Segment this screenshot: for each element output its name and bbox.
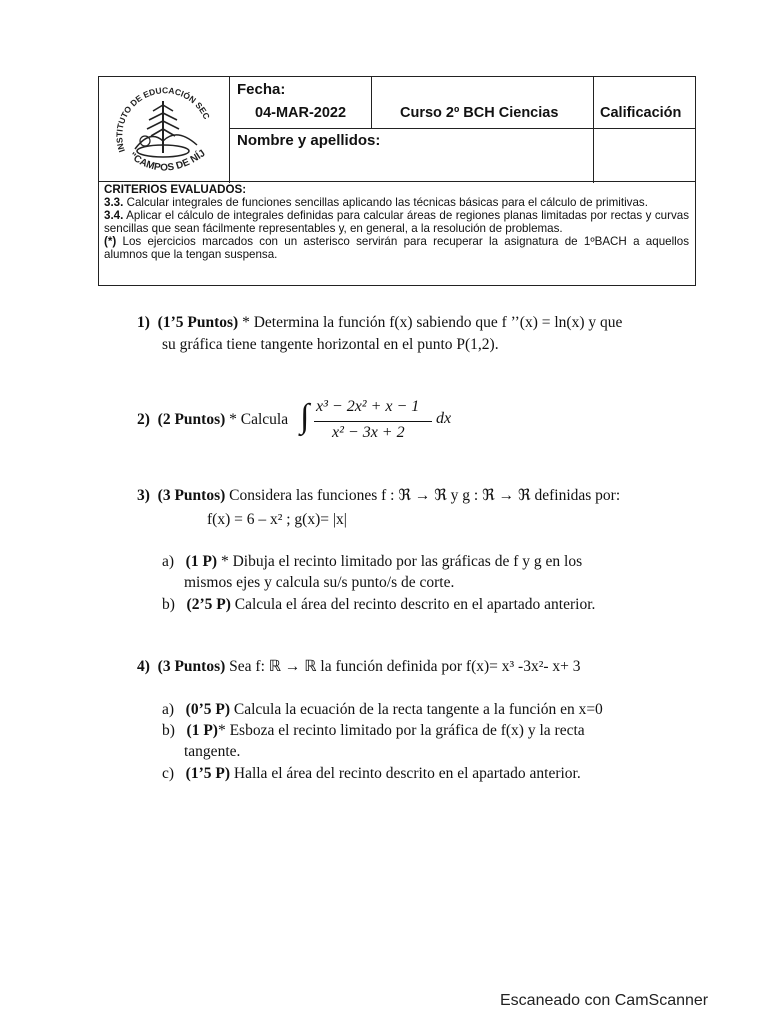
school-logo bbox=[105, 81, 227, 179]
question-4b: b) (1 P)* Esboza el recinto limitado por la gráfica de f(x) y la recta bbox=[162, 722, 585, 739]
question-1: 1) (1’5 Puntos) * Determina la función f(x) sabiendo que f ’’(x) = ln(x) y que bbox=[137, 314, 623, 331]
nombre-label: Nombre y apellidos: bbox=[237, 132, 381, 149]
question-3a-line2: mismos ejes y calcula su/s punto/s de corte. bbox=[184, 574, 455, 591]
question-2: 2) (2 Puntos) * Calcula bbox=[137, 411, 289, 428]
integrand-dx: dx bbox=[436, 410, 452, 427]
integrand-denominator: x² − 3x + 2 bbox=[332, 424, 405, 441]
curso-label: Curso 2º BCH Ciencias bbox=[400, 105, 559, 121]
header-table bbox=[98, 76, 696, 182]
question-3b: b) (2’5 P) Calcula el área del recinto descrito en el apartado anterior. bbox=[162, 596, 596, 613]
logo-text-bottom: "CAMPOS DE NÍJ bbox=[127, 148, 208, 174]
criterios-box bbox=[98, 182, 696, 286]
fecha-label: Fecha: bbox=[237, 81, 286, 98]
question-4c: c) (1’5 P) Halla el área del recinto descrito en el apartado anterior. bbox=[162, 765, 581, 782]
integrand-numerator: x³ − 2x² + x − 1 bbox=[316, 398, 420, 415]
question-3a: a) (1 P) * Dibuja el recinto limitado por las gráficas de f y g en los bbox=[162, 553, 583, 570]
question-3: 3) (3 Puntos) Considera las funciones f : ℜ → ℜ y g : ℜ → ℜ definidas por: bbox=[137, 487, 621, 504]
calificacion-label: Calificación bbox=[600, 105, 682, 121]
logo-text-top: INSTITUTO DE EDUCACIÓN SEC bbox=[114, 85, 212, 154]
question-4: 4) (3 Puntos) Sea f: ℝ → ℝ la función definida por f(x)= x³ -3x²- x+ 3 bbox=[137, 658, 581, 675]
criterio-3-4: 3.4. Aplicar el cálculo de integrales definidas para calcular áreas de regiones planas limitadas por rectas y curvas sencillas que sean fácilmente representables y, en general, a la resolución de problemas. bbox=[104, 209, 689, 235]
criterio-3-3: 3.3. Calcular integrales de funciones sencillas aplicando las técnicas básicas para el cálculo de primitivas. bbox=[104, 196, 648, 209]
fecha-value: 04-MAR-2022 bbox=[255, 105, 347, 121]
scanner-watermark: Escaneado con CamScanner bbox=[500, 992, 709, 1009]
fraction-bar bbox=[314, 421, 432, 422]
integral-sign: ∫ bbox=[300, 398, 310, 435]
question-1-line2: su gráfica tiene tangente horizontal en el punto P(1,2). bbox=[162, 336, 499, 353]
question-3-functions: f(x) = 6 – x² ; g(x)= |x| bbox=[207, 511, 347, 528]
criterio-note: (*) Los ejercicios marcados con un asterisco servirán para recuperar la asignatura de 1ºBACH a aquellos alumnos que la tengan suspensa. bbox=[104, 235, 689, 261]
question-4b-line2: tangente. bbox=[184, 743, 241, 760]
svg-text:INSTITUTO DE EDUCACIÓN SECUNDA bbox=[105, 81, 212, 154]
question-4a: a) (0’5 P) Calcula la ecuación de la recta tangente a la función en x=0 bbox=[162, 701, 603, 718]
criterios-title: CRITERIOS EVALUADOS: bbox=[104, 183, 247, 196]
